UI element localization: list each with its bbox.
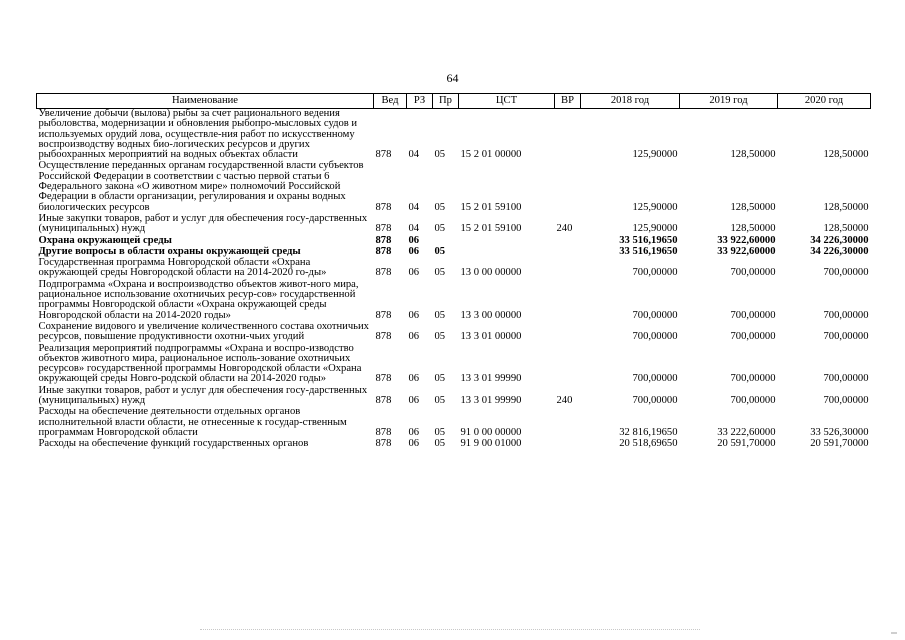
pr-cell: 05 <box>434 331 446 343</box>
amount-2020-cell: 34 226,30000 <box>810 234 869 246</box>
amount-2020-cell: 128,50000 <box>823 223 869 235</box>
vr-cell <box>555 280 581 322</box>
scan-mark <box>891 632 897 634</box>
pr-cell: 05 <box>434 267 446 279</box>
pr-cell: 05 <box>434 245 446 257</box>
page-number: 64 <box>446 71 459 85</box>
cst-cell: 13 3 01 99990 <box>460 373 522 385</box>
vr-cell: 240 <box>556 223 573 235</box>
row-name-cell: Расходы на обеспечение деятельности отдельных органов исполнительной власти области, не отнесенные к государ-ственным программам Новгородской области <box>38 406 347 438</box>
amount-2020-cell: 128,50000 <box>823 149 869 161</box>
cst-cell: 13 3 01 99990 <box>460 395 522 407</box>
ved-cell: 878 <box>375 331 392 343</box>
vr-cell <box>555 344 581 386</box>
amount-2018-cell: 125,90000 <box>632 223 678 235</box>
amount-2020-cell: 700,00000 <box>823 373 869 385</box>
rz-cell: 06 <box>408 426 420 438</box>
amount-2020-cell: 700,00000 <box>823 395 869 407</box>
amount-2019-cell: 700,00000 <box>730 395 776 407</box>
table-body <box>37 109 871 451</box>
pr-cell: 05 <box>434 223 446 235</box>
row-name-cell: Сохранение видового и увеличение количественного состава охотничьих ресурсов, повышение продуктивности охотни-чьих угодий <box>38 320 369 343</box>
column-header: 2018 год <box>581 94 680 109</box>
vr-cell <box>555 109 581 162</box>
cst-cell: 91 0 00 00000 <box>460 426 522 438</box>
pr-cell: 05 <box>434 149 446 161</box>
column-header: 2020 год <box>778 94 871 109</box>
column-header: ВР <box>555 94 581 109</box>
cst-cell: 13 0 00 00000 <box>460 267 522 279</box>
cst-cell: 91 9 00 01000 <box>460 438 522 450</box>
row-name-cell: Иные закупки товаров, работ и услуг для обеспечения госу-дарственных (муниципальных) нужд <box>38 384 368 407</box>
row-name-cell: Расходы на обеспечение функций государственных органов <box>38 438 309 450</box>
table-row <box>37 322 871 344</box>
column-header: Наименование <box>37 94 374 109</box>
rz-cell: 06 <box>408 245 420 257</box>
amount-2019-cell: 700,00000 <box>730 309 776 321</box>
row-name-cell: Увеличение добычи (вылова) рыбы за счет рационального ведения рыболовства, модернизации и обновления рыбопро-мысловых судов и используемых орудий лова, осуществле-ния работ по искусственному воспроизводству водных био-логических ресурсов и других рыбоохранных мероприятий на водных объектах области <box>38 108 358 161</box>
amount-2019-cell: 33 922,60000 <box>717 234 776 246</box>
table-row <box>37 386 871 408</box>
pr-cell: 05 <box>434 201 446 213</box>
amount-2020-cell: 20 591,70000 <box>810 438 869 450</box>
pr-cell: 05 <box>434 438 446 450</box>
ved-cell: 878 <box>375 438 392 450</box>
rz-cell: 06 <box>408 234 420 246</box>
vr-cell <box>555 247 581 258</box>
amount-2020-cell: 700,00000 <box>823 267 869 279</box>
pr-cell: 05 <box>434 373 446 385</box>
amount-2018-cell: 700,00000 <box>632 373 678 385</box>
row-name-cell: Реализация мероприятий подпрограммы «Охрана и воспро-изводство объектов животного мира, рациональное исполь-зование охотничьих ресурсов» государственной программы Новгородской области «Охрана окружающей среды Новго-родской области на 2014-2020 годы» <box>38 342 362 385</box>
rz-cell: 06 <box>408 331 420 343</box>
amount-2018-cell: 700,00000 <box>632 309 678 321</box>
amount-2019-cell: 700,00000 <box>730 267 776 279</box>
ved-cell: 878 <box>375 309 392 321</box>
ved-cell: 878 <box>375 201 392 213</box>
cst-cell: 13 3 00 00000 <box>460 309 522 321</box>
table-row <box>37 109 871 162</box>
amount-2018-cell: 700,00000 <box>632 331 678 343</box>
table-row <box>37 214 871 236</box>
pr-cell: 05 <box>434 426 446 438</box>
amount-2019-cell: 33 922,60000 <box>717 245 776 257</box>
rz-cell: 06 <box>408 309 420 321</box>
rz-cell: 06 <box>408 395 420 407</box>
header-row <box>37 94 871 109</box>
row-name-cell: Государственная программа Новгородской области «Охрана окружающей среды Новгородской области на 2014-2020 го-ды» <box>38 257 327 279</box>
table-row <box>37 280 871 322</box>
ved-cell: 878 <box>375 373 392 385</box>
ved-cell: 878 <box>375 267 392 279</box>
pr-cell: 05 <box>434 309 446 321</box>
amount-2020-cell: 700,00000 <box>823 309 869 321</box>
amount-2020-cell: 34 226,30000 <box>810 245 869 257</box>
amount-2020-cell: 128,50000 <box>823 201 869 213</box>
budget-table <box>36 93 871 451</box>
row-name-cell: Охрана окружающей среды <box>38 234 172 246</box>
amount-2020-cell: 33 526,30000 <box>810 426 869 438</box>
cst-cell: 15 2 01 59100 <box>460 223 522 235</box>
amount-2019-cell: 20 591,70000 <box>717 438 776 450</box>
rz-cell: 04 <box>408 201 420 213</box>
column-header: Пр <box>433 94 459 109</box>
cst-cell: 15 2 01 00000 <box>460 149 522 161</box>
cst-cell: 15 2 01 59100 <box>460 201 522 213</box>
cst-cell: 13 3 01 00000 <box>460 331 522 343</box>
ved-cell: 878 <box>375 223 392 235</box>
cst-cell <box>459 247 555 258</box>
cst-cell <box>459 236 555 247</box>
vr-cell: 240 <box>556 395 573 407</box>
amount-2020-cell: 700,00000 <box>823 331 869 343</box>
rz-cell: 06 <box>408 373 420 385</box>
ved-cell: 878 <box>375 426 392 438</box>
table-row <box>37 258 871 280</box>
ved-cell: 878 <box>375 234 392 246</box>
amount-2019-cell: 700,00000 <box>730 373 776 385</box>
column-header: 2019 год <box>680 94 778 109</box>
amount-2018-cell: 33 516,19650 <box>619 234 678 246</box>
vr-cell <box>555 407 581 439</box>
amount-2019-cell: 128,50000 <box>730 149 776 161</box>
table-row <box>37 344 871 386</box>
table-header <box>37 94 871 109</box>
amount-2018-cell: 700,00000 <box>632 267 678 279</box>
amount-2019-cell: 33 222,60000 <box>717 426 776 438</box>
vr-cell <box>555 322 581 344</box>
column-header: РЗ <box>407 94 433 109</box>
vr-cell <box>555 161 581 213</box>
amount-2018-cell: 125,90000 <box>632 149 678 161</box>
rz-cell: 04 <box>408 223 420 235</box>
amount-2019-cell: 700,00000 <box>730 331 776 343</box>
rz-cell: 06 <box>408 438 420 450</box>
row-name-cell: Подпрограмма «Охрана и воспроизводство объектов живот-ного мира, рациональное использование охотничьих ресур-сов» государственной программы Новгородской области «Охрана окружающей среды Новгородской области на 2014-2020 годы» <box>38 278 359 321</box>
column-header: Вед <box>374 94 407 109</box>
vr-cell <box>555 439 581 450</box>
ved-cell: 878 <box>375 395 392 407</box>
rz-cell: 06 <box>408 267 420 279</box>
column-header: ЦСТ <box>459 94 555 109</box>
vr-cell <box>555 236 581 247</box>
ved-cell: 878 <box>375 149 392 161</box>
ved-cell: 878 <box>375 245 392 257</box>
table-row <box>37 407 871 439</box>
table-row <box>37 161 871 213</box>
amount-2019-cell: 128,50000 <box>730 223 776 235</box>
amount-2018-cell: 20 518,69650 <box>619 438 678 450</box>
pr-cell: 05 <box>434 395 446 407</box>
amount-2018-cell: 125,90000 <box>632 201 678 213</box>
row-name-cell: Другие вопросы в области охраны окружающей среды <box>38 245 301 257</box>
amount-2019-cell: 128,50000 <box>730 201 776 213</box>
row-name-cell: Иные закупки товаров, работ и услуг для обеспечения госу-дарственных (муниципальных) нужд <box>38 212 368 235</box>
vr-cell <box>555 258 581 280</box>
amount-2018-cell: 700,00000 <box>632 395 678 407</box>
amount-2018-cell: 33 516,19650 <box>619 245 678 257</box>
table-row <box>37 439 871 450</box>
rz-cell: 04 <box>408 149 420 161</box>
row-name-cell: Осуществление переданных органам государственной власти субъектов Российской Федерации в соответствии с частью первой статьи 6 Федерального закона «О животном мире» полномочий Российской Федерации в области организации, регулирования и охраны водных биологических ресурсов <box>38 160 364 213</box>
amount-2018-cell: 32 816,19650 <box>619 426 678 438</box>
scan-noise <box>200 629 700 633</box>
